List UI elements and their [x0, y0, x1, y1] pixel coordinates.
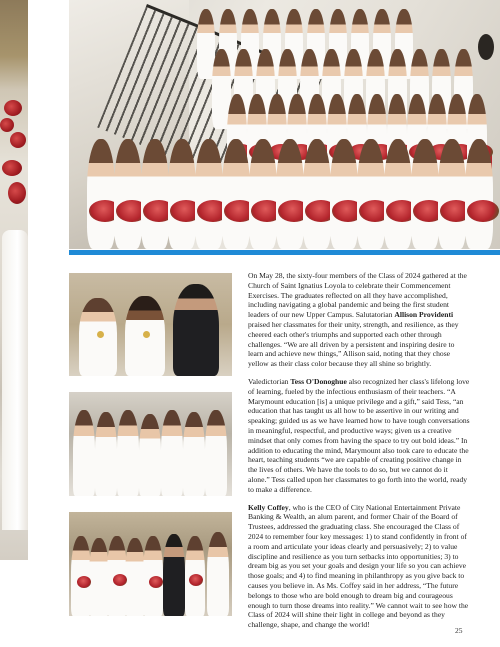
article-paragraph-3: Kelly Coffey, who is the CEO of City National Entertainment Private Banking & Wealth, an alum parent, and former Chair of the Board of Trustees, addressed the graduating class. She encouraged the Class of 2024 to remember four key messages: 1) to stand confidently in front of a room and articulate your ideas clearly and persuasively; 2) to value discipline and resilience as you turn setbacks into opportunities; 3) to dream big as you set your goals and design your life so you can achieve those goals; and 4) to find meaning in philanthropy as you give back to causes you believe in. As Ms. Coffey said in her address, “The future belongs to those who are bold enough to dream big and courageous enough to turn those dreams into reality.” We cannot wait to see how the Class of 2024 will shine their light in college and beyond as they challenge, shape, and change the world!: [248, 502, 469, 630]
graduate-figure: [114, 139, 142, 249]
graduate-figure: [303, 139, 331, 249]
graduate-figure: [141, 139, 169, 249]
graduate-figure: [438, 139, 466, 249]
bouquet: [467, 200, 499, 222]
graduate-figure: [168, 139, 196, 249]
left-edge-photo: [0, 0, 28, 560]
graduate-figure: [87, 139, 115, 249]
graduate-figure: [411, 139, 439, 249]
graduate-figure: [276, 139, 304, 249]
graduate-figure: [195, 139, 223, 249]
divider-rule: [69, 250, 500, 255]
article-body: [248, 271, 470, 638]
graduate-figure: [222, 139, 250, 249]
graduates-group-photo: [69, 0, 500, 249]
graduate-figure: [357, 139, 385, 249]
page-number: 25: [455, 626, 463, 635]
graduate-figure: [465, 139, 493, 249]
medal-ceremony-photo: [69, 273, 232, 376]
salutatorian-name: Allison Providenti: [394, 310, 454, 320]
graduates-row-photo: [69, 392, 232, 496]
graduates-with-faculty-photo: [69, 512, 232, 616]
graduate-figure: [384, 139, 412, 249]
valedictorian-name: Tess O'Donoghue: [290, 376, 347, 386]
article-paragraph-1: On May 28, the sixty-four members of the Class of 2024 gathered at the Church of Saint Ignatius Loyola to celebrate their Commencement Exercises. The graduates reflected on all they have accomplished, including navigating a global pandemic and being the first student leaders of our new Upper Campus. Salutatorian Allison Providenti praised her classmates for their unity, strength, and resilience, as they cheered each other's triumphs and supported each other through challenges. “We are all driven by a persistent and inspiring desire to learn and achieve new things,” Allison said, noting that they chose yellow as their class color because they all shine so brightly.: [248, 271, 467, 369]
graduate-figure: [249, 139, 277, 249]
graduate-figure: [330, 139, 358, 249]
speaker-name: Kelly Coffey: [248, 502, 289, 512]
article-paragraph-2: Valedictorian Tess O'Donoghue also recognized her class's lifelong love of learning, fueled by the infectious enthusiasm of their teachers. “A Marymount education [is] a unique privilege and a gift,” said Tess, “an education that has taught us all how to be assertive in our writing and speaking; guided us as we have learned how to have tough conversations in meaningful, respectful, and productive ways; given us a creative mindset that only comes from having the space to try out bold ideas.” In addition to educating the mind, Marymount also took care to educate the heart, teaching students “we are capable of creating positive change in the lives of others. We have the tools to do so, but we cannot do it alone.” Tess called upon her classmates to go forth into the world, ready to make a difference.: [248, 376, 470, 494]
